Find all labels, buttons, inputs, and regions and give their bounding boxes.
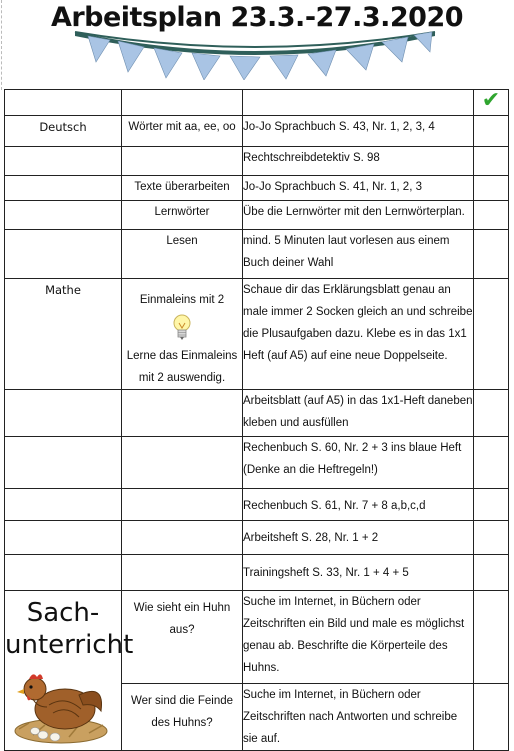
task-cell: Jo-Jo Sprachbuch S. 43, Nr. 1, 2, 3, 4: [243, 116, 474, 147]
topic-cell: Wie sieht ein Huhn aus?: [122, 591, 243, 684]
topic-cell: Texte überarbeiten: [122, 176, 243, 201]
subject-cell: [5, 230, 122, 279]
task-cell: Trainingsheft S. 33, Nr. 1 + 4 + 5: [243, 555, 474, 591]
check-cell[interactable]: [474, 684, 509, 751]
subject-mathe: Mathe: [5, 279, 122, 390]
subject-title-line1: Sach-: [26, 598, 100, 628]
check-cell[interactable]: [474, 437, 509, 489]
page-title: Arbeitsplan 23.3.-27.3.2020: [50, 2, 464, 33]
check-cell[interactable]: [474, 489, 509, 521]
subject-cell: [5, 555, 122, 591]
topic-cell: Lernwörter: [122, 201, 243, 230]
check-cell[interactable]: [474, 555, 509, 591]
task-cell: Arbeitsblatt (auf A5) in das 1x1-Heft daneben kleben und ausfüllen: [243, 390, 474, 437]
table-row: [5, 489, 509, 521]
header-cell-topic: [122, 90, 243, 116]
check-cell[interactable]: [474, 147, 509, 176]
check-cell[interactable]: [474, 176, 509, 201]
check-cell[interactable]: [474, 230, 509, 279]
check-cell[interactable]: [474, 521, 509, 555]
check-cell[interactable]: [474, 279, 509, 390]
table-header-row: [5, 90, 509, 116]
bunting-decoration: [70, 22, 440, 80]
topic-cell: Wörter mit aa, ee, oo: [122, 116, 243, 147]
table-row: [5, 437, 509, 489]
topic-cell: [122, 390, 243, 437]
topic-cell: [122, 437, 243, 489]
table-row: [5, 390, 509, 437]
task-cell: Übe die Lernwörter mit den Lernwörterplan.: [243, 201, 474, 230]
topic-cell: [122, 279, 243, 390]
task-cell: Jo-Jo Sprachbuch S. 41, Nr. 1, 2, 3: [243, 176, 474, 201]
topic-cell: Lesen: [122, 230, 243, 279]
topic-cell: [122, 555, 243, 591]
task-cell: Rechenbuch S. 60, Nr. 2 + 3 ins blaue Heft (Denke an die Heftregeln!): [243, 437, 474, 489]
subject-cell: [5, 521, 122, 555]
subject-cell: [5, 201, 122, 230]
table-row: [5, 230, 509, 279]
topic-cell: Wer sind die Feinde des Huhns?: [122, 684, 243, 751]
table-row: [5, 201, 509, 230]
table-row: [5, 279, 509, 390]
subject-cell: [5, 489, 122, 521]
subject-cell: [5, 147, 122, 176]
header: [0, 0, 514, 88]
table-row: [5, 116, 509, 147]
table-row: [5, 176, 509, 201]
task-cell: Rechtschreibdetektiv S. 98: [243, 147, 474, 176]
task-cell: mind. 5 Minuten laut vorlesen aus einem Buch deiner Wahl: [243, 230, 474, 279]
table-row: [5, 591, 509, 684]
check-cell[interactable]: [474, 591, 509, 684]
header-cell-check: [474, 87, 509, 116]
check-cell[interactable]: [474, 201, 509, 230]
work-plan-table: [4, 89, 509, 751]
subject-cell: [5, 437, 122, 489]
topic-cell: [122, 489, 243, 521]
header-cell-task: [243, 90, 474, 116]
header-cell-subject: [5, 90, 122, 116]
task-cell: Rechenbuch S. 61, Nr. 7 + 8 a,b,c,d: [243, 489, 474, 521]
lightbulb-icon: [171, 313, 193, 343]
subject-cell: [5, 176, 122, 201]
check-cell[interactable]: [474, 390, 509, 437]
table-row: [5, 555, 509, 591]
topic-cell: [122, 521, 243, 555]
topic-title: Einmaleins mit 2: [139, 294, 225, 306]
task-cell: Suche im Internet, in Büchern oder Zeitschriften nach Antworten und schreibe sie auf.: [243, 684, 474, 751]
subject-title-line2: unterricht: [5, 630, 134, 660]
task-cell: Arbeitsheft S. 28, Nr. 1 + 2: [243, 521, 474, 555]
topic-cell: [122, 147, 243, 176]
subject-cell: [5, 390, 122, 437]
subject-title: [5, 591, 134, 661]
checkmark-icon: ✔: [481, 87, 501, 112]
table-row: [5, 521, 509, 555]
subject-deutsch: Deutsch: [5, 116, 122, 147]
task-cell: Schaue dir das Erklärungsblatt genau an male immer 2 Socken gleich an und schreibe die Plusaufgaben dazu. Klebe es in das 1x1 Heft (auf A5) auf eine neue Doppelseite.: [243, 279, 474, 390]
table-row: [5, 147, 509, 176]
hen-illustration: [9, 665, 113, 747]
topic-subtitle: Lerne das Einmaleins mit 2 auswendig.: [126, 350, 238, 384]
task-cell: Suche im Internet, in Büchern oder Zeitschriften ein Bild und male es möglichst genau ab. Beschrifte die Körperteile des Huhns.: [243, 591, 474, 684]
subject-sachunterricht: [5, 591, 134, 751]
check-cell[interactable]: [474, 116, 509, 147]
